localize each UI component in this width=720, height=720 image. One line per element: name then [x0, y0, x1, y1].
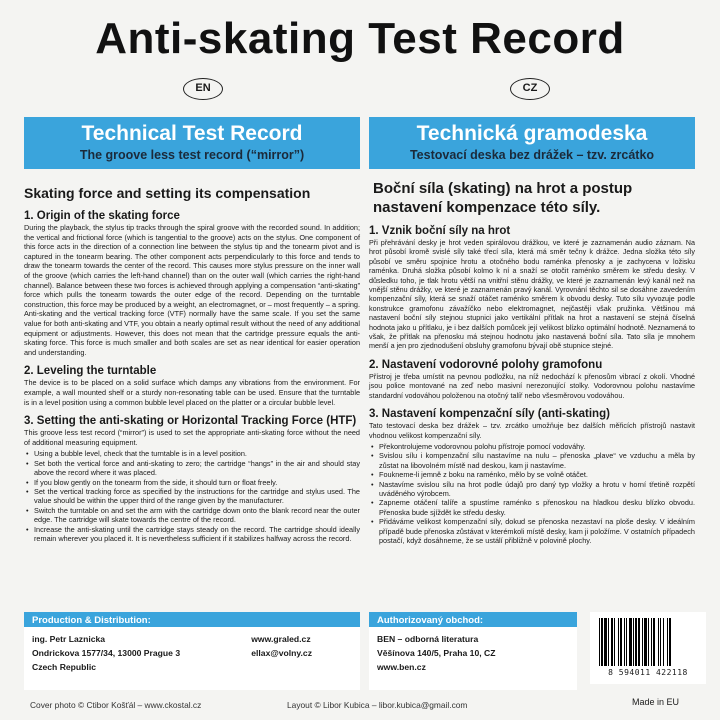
list-item: • If you blow gently on the tonearm from the side, it should turn or float freely. — [24, 478, 360, 487]
production-heading: Production & Distribution: — [32, 615, 151, 626]
english-banner-subtitle: The groove less test record (“mirror”) — [79, 148, 305, 162]
english-steps-list — [24, 449, 360, 543]
english-heading: Skating force and setting its compensation — [24, 185, 311, 201]
english-section-3-title: 3. Setting the anti-skating or Horizontal Tracking Force (HTF) — [24, 415, 357, 428]
list-item: • Foukneme-li jemně z boku na raménko, mělo by se volně otáčet. — [369, 470, 695, 479]
producer-email-link[interactable]: ellax@volny.cz — [251, 648, 312, 658]
dealer-heading: Authorizovaný obchod: — [377, 615, 484, 626]
production-details — [24, 627, 360, 690]
list-item: • Using a bubble level, check that the turntable is in a level position. — [24, 449, 360, 458]
czech-steps-list — [369, 442, 695, 545]
dealer-web-link[interactable]: www.ben.cz — [377, 662, 426, 672]
cover-photo-credit: Cover photo © Ctibor Košťál – www.ckostal.cz — [30, 700, 202, 710]
english-section-3-text: This groove less test record (“mirror”) is used to set the appropriate anti-skating force without the need of additional measuring equipment. — [24, 428, 360, 447]
list-item: • Switch the turntable on and set the arm with the cartridge down onto the blank record near the outer edge. The cartridge will skate towards the centre of the record. — [24, 506, 360, 525]
czech-column — [369, 117, 695, 545]
language-badge-en: EN — [183, 78, 223, 100]
dealer-name: BEN – odborná literatura — [377, 634, 479, 644]
list-item: • Set the vertical tracking force as specified by the instructions for the cartridge and stylus used. The value should be within the upper third of the range given by the manufacturer. — [24, 487, 360, 506]
barcode-number: 8 594011 422118 — [608, 668, 688, 677]
dealer-box — [369, 612, 577, 690]
english-section-2-title: 2. Leveling the turntable — [24, 365, 157, 378]
english-column — [24, 117, 360, 543]
czech-banner-title: Technická gramodeska — [416, 122, 648, 145]
czech-section-3-title: 3. Nastavení kompenzační síly (anti-skating) — [369, 408, 610, 421]
dealer-address: Věšínova 140/5, Praha 10, CZ — [377, 648, 496, 658]
czech-section-2-text: Přístroj je třeba umístit na pevnou podložku, na níž nedochází k přenosům vibrací z okolí. Vhodné jsou police montované na zeď nebo masivní nerezonující stolky. Vodorovnou polohu nastavíme standardní vodováhou položenou na otočný talíř nebo všesměrovou vodováhou. — [369, 371, 695, 400]
made-in-label: Made in EU — [632, 697, 680, 707]
barcode — [590, 612, 706, 684]
english-section-2-text: The device is to be placed on a solid surface which damps any vibrations from the environment. For example, a wall mounted shelf or a sturdy non-resonating table can be used. Ensure that the turntable is in a level position using a common bubble level placed on the platter or a circular bubble level. — [24, 378, 360, 407]
czech-heading: Boční síla (skating) na hrot a postup nastavení kompenzace této síly. — [373, 180, 633, 216]
producer-country: Czech Republic — [32, 662, 96, 672]
czech-section-2-title: 2. Nastavení vodorovné polohy gramofonu — [369, 358, 603, 371]
english-banner-title: Technical Test Record — [81, 122, 303, 145]
list-item: • Increase the anti-skating until the cartridge stays steady on the record. The cartridge should ideally remain wherever you placed it. It is nevertheless sufficient if it stabilizes halfway across the record. — [24, 525, 360, 544]
production-box — [24, 612, 360, 690]
czech-section-1-title: 1. Vznik boční síly na hrot — [369, 225, 511, 237]
producer-address: Ondrickova 1577/34, 13000 Prague 3 — [32, 648, 181, 658]
layout-credit: Layout © Libor Kubica – libor.kubica@gmail.com — [287, 700, 468, 710]
czech-banner — [369, 117, 695, 169]
producer-web-link[interactable]: www.graled.cz — [251, 634, 311, 644]
list-item: • Svislou sílu i kompenzační sílu nastavíme na nulu – přenoska „plave“ ve vzduchu a měla by zůstat na libovolném místě nad deskou, kam ji nastavíme. — [369, 451, 695, 470]
list-item: • Přidáváme velikost kompenzační síly, dokud se přenoska nezastaví na ploše desky. V ideálním případě bude přenoska zůstávat v kterémkoli místě desky, kam ji položíme. V ostatních případech postačí, když dosáhneme, že se ustálí přibližně v polovině plochy. — [369, 517, 695, 545]
czech-section-1-text: Při přehrávání desky je hrot veden spirálovou drážkou, ve které je zaznamenán audio záznam. Na hrot působí kromě svislé síly také třecí síla, která má směr tečny k drážce. Jedna složka této síly působí ve směru spojnice hrotu a otočného bodu raménka přenosky a je zachycena v ložisku raménka. Druhá složka působí kolmo k ní a snaží se otočit raménko směrem ke středu desky. V důsledku toho, je tlak hrotu větší na vnitřní stěnu drážky, ve které je zaznamenán levý kanál než na vnější stěnu drážky, ve které je zaznamenán pravý kanál. Vyrovnání těchto sil se dosáhne zavedením kompenzační síly, která se snaží otáčet raménko směrem k obvodu desky. Tuto sílu vyvozuje podle konstrukce gramofonu závažíčko nebo elektromagnet, nejčastěji však pružinka. Většinou má nastavení boční síly stejnou stupnici jako vertikální přítlak na hrot a nastavení se stejná číselná hodnota jako u přítlaku, je i bez dalších pomůcek její velikost blízko optimální hodnotě. Neznamená to však, že přítlak na přenosku má stejnou hodnotu jako nastavená boční síla. Tato síla je mnohem menší a jen pro zjednodušení obsluhy gramofonu bývají obě stupnice stejné. — [369, 238, 695, 351]
list-item: • Zapneme otáčení talíře a spustíme raménko s přenoskou na hladkou desku blízko obvodu. Přenoska bude sjíždět ke středu desky. — [369, 498, 695, 517]
list-item: • Nastavíme svislou sílu na hrot podle údajů pro daný typ vložky a hrotu v horní třetině rozpětí uváděného výrobcem. — [369, 480, 695, 499]
barcode-graphic — [598, 618, 698, 666]
record-title: Anti-skating Test Record — [95, 14, 625, 63]
english-section-1-title: 1. Origin of the skating force — [24, 210, 180, 222]
producer-name: ing. Petr Laznicka — [32, 634, 106, 644]
english-banner — [24, 117, 360, 169]
czech-banner-subtitle: Testovací deska bez drážek – tzv. zrcátko — [409, 148, 655, 162]
english-section-1-text: During the playback, the stylus tip tracks through the spiral groove with the recorded sound. In addition; the vertical and frictional force (which is tangential to the groove) acts on the stylus. One component of this force acts in the direction of a connection line between the stylus tip and the tonearm pivot and is captured in the tonearm bearing. The other component acts perpendicularly to this force and tends to draw the tonearm towards the center of the record. This causes more stylus pressure on the inner wall of the groove (which carries the left-hand channel) than on the outer wall (which carries the right-hand channel). Balance between these two forces is achieved through applying a compensation “anti-skating” force which pulls the tonearm towards the outer edge of the record. Depending on the turntable construction, this force may be produced by a weight, an electromagnet, or – most frequently – a spring. Anti-skating and the vertical tracking force (VTF) normally have the same scale. If you set the same value for both anti-skating and VTF, you obtain a nearly optimal result without the need of any additional equipment or adjustments. However, this does not mean that the cartridge pressure equals the anti-skating force. This force is much smaller and both scales are set as near identical for easier operation and understanding. — [24, 223, 360, 357]
language-badge-cz: CZ — [510, 78, 550, 100]
czech-section-3-text: Tato testovací deska bez drážek – tzv. zrcátko umožňuje bez dalších měřicích přístrojů nastavit vhodnou velikost kompenzační síly. — [369, 421, 695, 440]
list-item: • Set both the vertical force and anti-skating to zero; the cartridge “hangs” in the air and should stay above the record where it was placed. — [24, 459, 360, 478]
list-item: • Překontrolujeme vodorovnou polohu přístroje pomocí vodováhy. — [369, 442, 695, 451]
dealer-details — [369, 627, 577, 690]
